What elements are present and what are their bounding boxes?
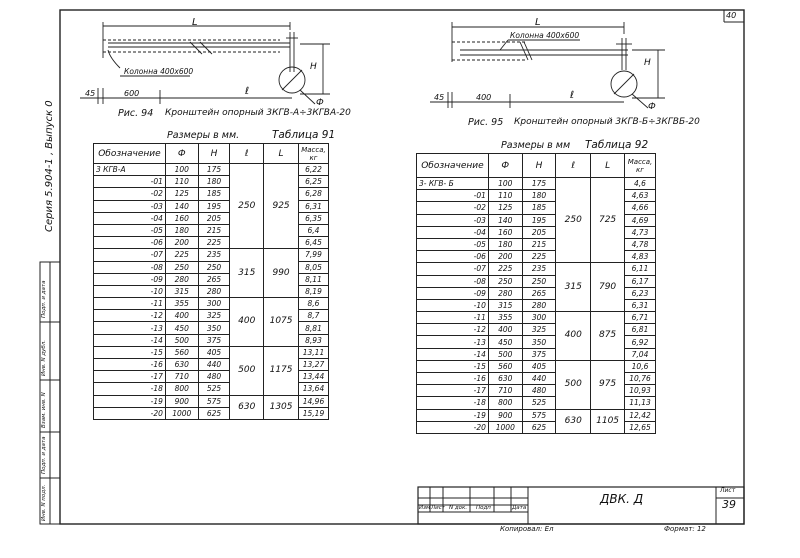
cell-designation: -01 xyxy=(94,176,166,188)
fig95-dim-D: Ф xyxy=(648,102,656,112)
cell-height: 225 xyxy=(198,237,230,249)
cell-diameter: 225 xyxy=(165,249,198,261)
table-91 xyxy=(93,143,329,420)
cell-designation: -08 xyxy=(94,261,166,273)
cell-l: 630 xyxy=(230,395,264,419)
header-height: H xyxy=(522,154,556,178)
cell-mass: 6,31 xyxy=(298,200,328,212)
header-mass: Масса, кг xyxy=(625,154,656,178)
fig94-dim-45: 45 xyxy=(85,89,96,98)
cell-designation: -08 xyxy=(417,275,489,287)
cell-mass: 4,73 xyxy=(625,226,656,238)
cell-height: 205 xyxy=(198,212,230,224)
cell-height: 350 xyxy=(522,336,556,348)
cell-height: 250 xyxy=(198,261,230,273)
cell-l: 315 xyxy=(230,249,264,298)
cell-height: 480 xyxy=(198,371,230,383)
cell-height: 175 xyxy=(522,178,556,190)
cell-mass: 6,25 xyxy=(298,176,328,188)
cell-diameter: 180 xyxy=(488,238,522,250)
cell-height: 405 xyxy=(198,346,230,358)
header-height: H xyxy=(198,144,230,164)
cell-designation: -14 xyxy=(417,348,489,360)
stamp-dup-inv: Инв. N дубл. xyxy=(41,339,47,376)
cell-mass: 12,65 xyxy=(625,421,656,433)
cell-mass: 6,11 xyxy=(625,263,656,275)
cell-designation: -14 xyxy=(94,334,166,346)
tb-header-list: Лист xyxy=(431,505,445,511)
cell-L: 1075 xyxy=(264,298,299,347)
cell-designation: -17 xyxy=(417,385,489,397)
table-row xyxy=(94,395,329,407)
cell-height: 300 xyxy=(198,298,230,310)
cell-mass: 13,44 xyxy=(298,371,328,383)
cell-designation: -19 xyxy=(417,409,489,421)
cell-l: 500 xyxy=(230,346,264,395)
cell-designation: -10 xyxy=(94,285,166,297)
cell-mass: 14,96 xyxy=(298,395,328,407)
cell-diameter: 400 xyxy=(488,324,522,336)
cell-mass: 6,81 xyxy=(625,324,656,336)
header-designation: Обозначение xyxy=(94,144,166,164)
cell-designation: -01 xyxy=(417,190,489,202)
cell-mass: 4,69 xyxy=(625,214,656,226)
cell-height: 625 xyxy=(198,407,230,419)
table-row xyxy=(94,164,329,176)
cell-height: 350 xyxy=(198,322,230,334)
cell-mass: 4,66 xyxy=(625,202,656,214)
cell-designation: -12 xyxy=(417,324,489,336)
cell-designation: 3 КГВ-А xyxy=(94,164,166,176)
table-row xyxy=(417,178,656,190)
cell-mass: 7,99 xyxy=(298,249,328,261)
fig95-caption-title: Кронштейн опорный 3КГВ-Б÷3КГВБ-20 xyxy=(514,117,700,127)
cell-height: 265 xyxy=(198,273,230,285)
cell-designation: -05 xyxy=(94,224,166,236)
cell-height: 205 xyxy=(522,226,556,238)
cell-mass: 13,11 xyxy=(298,346,328,358)
cell-L: 1105 xyxy=(591,409,625,433)
cell-diameter: 1000 xyxy=(488,421,522,433)
stamp-replace-inv: Взам. инв. N xyxy=(41,392,47,428)
cell-mass: 8,19 xyxy=(298,285,328,297)
header-designation: Обозначение xyxy=(417,154,489,178)
cell-height: 265 xyxy=(522,287,556,299)
cell-height: 180 xyxy=(198,176,230,188)
table-row xyxy=(417,409,656,421)
cell-designation: -20 xyxy=(417,421,489,433)
cell-mass: 4,78 xyxy=(625,238,656,250)
cell-mass: 10,6 xyxy=(625,360,656,372)
sheet-code: ДВК. Д xyxy=(600,492,644,506)
cell-l: 400 xyxy=(556,312,591,361)
cell-diameter: 630 xyxy=(488,373,522,385)
cell-diameter: 560 xyxy=(165,346,198,358)
cell-mass: 11,13 xyxy=(625,397,656,409)
table-92 xyxy=(416,153,656,434)
cell-mass: 6,45 xyxy=(298,237,328,249)
fig95-dim-H: H xyxy=(644,58,651,68)
cell-diameter: 315 xyxy=(165,285,198,297)
cell-height: 375 xyxy=(198,334,230,346)
cell-designation: -07 xyxy=(417,263,489,275)
header-diameter: Ф xyxy=(165,144,198,164)
cell-designation: -15 xyxy=(94,346,166,358)
cell-diameter: 400 xyxy=(165,310,198,322)
cell-L: 1305 xyxy=(264,395,299,419)
copied-label: Копировал: Ел xyxy=(500,525,554,533)
cell-designation: -06 xyxy=(94,237,166,249)
cell-designation: -04 xyxy=(417,226,489,238)
table-row xyxy=(94,298,329,310)
table-row xyxy=(94,346,329,358)
cell-mass: 8,81 xyxy=(298,322,328,334)
cell-designation: -20 xyxy=(94,407,166,419)
fig94-dim-l: ℓ xyxy=(245,86,250,97)
cell-mass: 6,71 xyxy=(625,312,656,324)
cell-diameter: 450 xyxy=(488,336,522,348)
cell-L: 1175 xyxy=(264,346,299,395)
fig95-dim-l: ℓ xyxy=(570,90,575,101)
cell-designation: -18 xyxy=(417,397,489,409)
cell-diameter: 630 xyxy=(165,359,198,371)
cell-l: 250 xyxy=(556,178,591,263)
table-row xyxy=(94,249,329,261)
cell-height: 235 xyxy=(198,249,230,261)
cell-height: 625 xyxy=(522,421,556,433)
cell-diameter: 110 xyxy=(165,176,198,188)
cell-diameter: 100 xyxy=(488,178,522,190)
tb-header-date: Дата xyxy=(512,505,527,511)
cell-l: 630 xyxy=(556,409,591,433)
cell-diameter: 800 xyxy=(165,383,198,395)
fig94-dim-D: Ф xyxy=(316,98,324,108)
cell-L: 990 xyxy=(264,249,299,298)
cell-designation: -02 xyxy=(417,202,489,214)
table91-sizes: Размеры в мм. xyxy=(167,130,240,141)
cell-designation: -11 xyxy=(417,312,489,324)
cell-designation: -03 xyxy=(417,214,489,226)
cell-diameter: 355 xyxy=(488,312,522,324)
cell-designation: -16 xyxy=(94,359,166,371)
cell-mass: 10,76 xyxy=(625,373,656,385)
fig94-caption-title: Кронштейн опорный 3КГВ-А÷3КГВА-20 xyxy=(165,108,351,118)
header-L: L xyxy=(264,144,299,164)
cell-diameter: 140 xyxy=(488,214,522,226)
fig95-dim-400: 400 xyxy=(476,93,492,102)
cell-diameter: 500 xyxy=(488,348,522,360)
cell-diameter: 450 xyxy=(165,322,198,334)
cell-designation: -03 xyxy=(94,200,166,212)
cell-diameter: 800 xyxy=(488,397,522,409)
cell-height: 180 xyxy=(522,190,556,202)
cell-designation: -13 xyxy=(417,336,489,348)
table-row xyxy=(417,312,656,324)
cell-mass: 4,83 xyxy=(625,251,656,263)
cell-designation: -07 xyxy=(94,249,166,261)
tb-header-doc: N док. xyxy=(449,505,468,511)
fig94-column-label: Колонна 400х600 xyxy=(124,67,194,76)
header-diameter: Ф xyxy=(488,154,522,178)
cell-l: 250 xyxy=(230,164,264,249)
cell-mass: 8,6 xyxy=(298,298,328,310)
cell-diameter: 200 xyxy=(488,251,522,263)
table-row xyxy=(417,360,656,372)
cell-designation: -16 xyxy=(417,373,489,385)
cell-mass: 8,93 xyxy=(298,334,328,346)
cell-diameter: 125 xyxy=(165,188,198,200)
fig94-dim-H: H xyxy=(310,62,317,72)
cell-mass: 6,28 xyxy=(298,188,328,200)
stamp-inv-no: Инв. N подл. xyxy=(41,484,47,521)
cell-height: 325 xyxy=(198,310,230,322)
cell-diameter: 900 xyxy=(488,409,522,421)
cell-designation: -09 xyxy=(94,273,166,285)
cell-mass: 10,93 xyxy=(625,385,656,397)
tb-header-izm: Изм xyxy=(419,505,431,511)
cell-mass: 7,04 xyxy=(625,348,656,360)
cell-mass: 15,19 xyxy=(298,407,328,419)
cell-height: 215 xyxy=(522,238,556,250)
cell-height: 480 xyxy=(522,385,556,397)
header-l: ℓ xyxy=(230,144,264,164)
cell-L: 790 xyxy=(591,263,625,312)
cell-diameter: 710 xyxy=(165,371,198,383)
cell-height: 195 xyxy=(522,214,556,226)
cell-diameter: 180 xyxy=(165,224,198,236)
cell-diameter: 110 xyxy=(488,190,522,202)
stamp-sign-date-2: Подп. и дата xyxy=(41,280,47,318)
cell-diameter: 355 xyxy=(165,298,198,310)
header-L: L xyxy=(591,154,625,178)
cell-height: 280 xyxy=(522,299,556,311)
tb-header-sign: Подп xyxy=(476,505,491,511)
table-row xyxy=(417,263,656,275)
cell-height: 225 xyxy=(522,251,556,263)
cell-diameter: 225 xyxy=(488,263,522,275)
cell-diameter: 900 xyxy=(165,395,198,407)
fig95-caption-num: Рис. 95 xyxy=(468,117,504,128)
cell-mass: 13,64 xyxy=(298,383,328,395)
cell-diameter: 160 xyxy=(488,226,522,238)
cell-diameter: 1000 xyxy=(165,407,198,419)
format-label: Формат: 12 xyxy=(664,525,706,533)
cell-mass: 4,63 xyxy=(625,190,656,202)
cell-l: 500 xyxy=(556,360,591,409)
cell-designation: -13 xyxy=(94,322,166,334)
cell-mass: 6,35 xyxy=(298,212,328,224)
cell-L: 925 xyxy=(264,164,299,249)
sheet-label: Лист xyxy=(720,487,736,494)
cell-designation: -19 xyxy=(94,395,166,407)
cell-diameter: 315 xyxy=(488,299,522,311)
cell-mass: 4,6 xyxy=(625,178,656,190)
cell-designation: -12 xyxy=(94,310,166,322)
cell-mass: 6,22 xyxy=(298,164,328,176)
cell-designation: 3- КГВ- Б xyxy=(417,178,489,190)
cell-designation: -06 xyxy=(417,251,489,263)
cell-height: 440 xyxy=(522,373,556,385)
cell-height: 525 xyxy=(522,397,556,409)
cell-height: 325 xyxy=(522,324,556,336)
cell-designation: -10 xyxy=(417,299,489,311)
cell-height: 215 xyxy=(198,224,230,236)
fig95-dim-L: L xyxy=(535,17,541,28)
cell-mass: 12,42 xyxy=(625,409,656,421)
cell-mass: 6,17 xyxy=(625,275,656,287)
cell-height: 405 xyxy=(522,360,556,372)
cell-diameter: 100 xyxy=(165,164,198,176)
table91-title: Таблица 91 xyxy=(272,129,336,141)
cell-l: 315 xyxy=(556,263,591,312)
cell-L: 875 xyxy=(591,312,625,361)
header-l: ℓ xyxy=(556,154,591,178)
cell-mass: 13,27 xyxy=(298,359,328,371)
cell-height: 525 xyxy=(198,383,230,395)
cell-designation: -04 xyxy=(94,212,166,224)
cell-L: 975 xyxy=(591,360,625,409)
cell-height: 185 xyxy=(522,202,556,214)
cell-diameter: 250 xyxy=(488,275,522,287)
table92-sizes: Размеры в мм xyxy=(501,140,571,151)
header-mass: Масса, кг xyxy=(298,144,328,164)
page-number: 40 xyxy=(726,11,737,20)
fig95-dim-45: 45 xyxy=(434,93,445,102)
cell-height: 440 xyxy=(198,359,230,371)
fig94-dim-600: 600 xyxy=(124,89,140,98)
cell-height: 375 xyxy=(522,348,556,360)
cell-mass: 8,11 xyxy=(298,273,328,285)
cell-mass: 6,92 xyxy=(625,336,656,348)
cell-height: 250 xyxy=(522,275,556,287)
fig94-caption-num: Рис. 94 xyxy=(118,108,154,119)
cell-diameter: 710 xyxy=(488,385,522,397)
table92-title: Таблица 92 xyxy=(585,139,649,151)
cell-designation: -18 xyxy=(94,383,166,395)
cell-designation: -09 xyxy=(417,287,489,299)
cell-height: 185 xyxy=(198,188,230,200)
cell-diameter: 200 xyxy=(165,237,198,249)
cell-diameter: 125 xyxy=(488,202,522,214)
cell-diameter: 560 xyxy=(488,360,522,372)
cell-diameter: 500 xyxy=(165,334,198,346)
cell-mass: 8,05 xyxy=(298,261,328,273)
series-label: Серия 5.904-1 , Выпуск 0 xyxy=(44,100,55,232)
cell-mass: 6,4 xyxy=(298,224,328,236)
cell-height: 575 xyxy=(198,395,230,407)
cell-designation: -11 xyxy=(94,298,166,310)
cell-height: 300 xyxy=(522,312,556,324)
cell-height: 195 xyxy=(198,200,230,212)
cell-mass: 6,31 xyxy=(625,299,656,311)
cell-diameter: 140 xyxy=(165,200,198,212)
cell-diameter: 160 xyxy=(165,212,198,224)
cell-designation: -05 xyxy=(417,238,489,250)
fig95-column-label: Колонна 400х600 xyxy=(510,31,580,40)
cell-diameter: 280 xyxy=(488,287,522,299)
figure-94 xyxy=(80,22,330,104)
cell-designation: -15 xyxy=(417,360,489,372)
cell-diameter: 250 xyxy=(165,261,198,273)
cell-designation: -17 xyxy=(94,371,166,383)
cell-l: 400 xyxy=(230,298,264,347)
cell-designation: -02 xyxy=(94,188,166,200)
cell-height: 280 xyxy=(198,285,230,297)
cell-L: 725 xyxy=(591,178,625,263)
cell-height: 175 xyxy=(198,164,230,176)
cell-height: 575 xyxy=(522,409,556,421)
cell-height: 235 xyxy=(522,263,556,275)
cell-mass: 6,23 xyxy=(625,287,656,299)
cell-mass: 8,7 xyxy=(298,310,328,322)
stamp-sign-date: Подп. и дата xyxy=(41,436,47,474)
cell-diameter: 280 xyxy=(165,273,198,285)
sheet-number: 39 xyxy=(722,498,736,511)
fig94-dim-L: L xyxy=(192,17,198,28)
